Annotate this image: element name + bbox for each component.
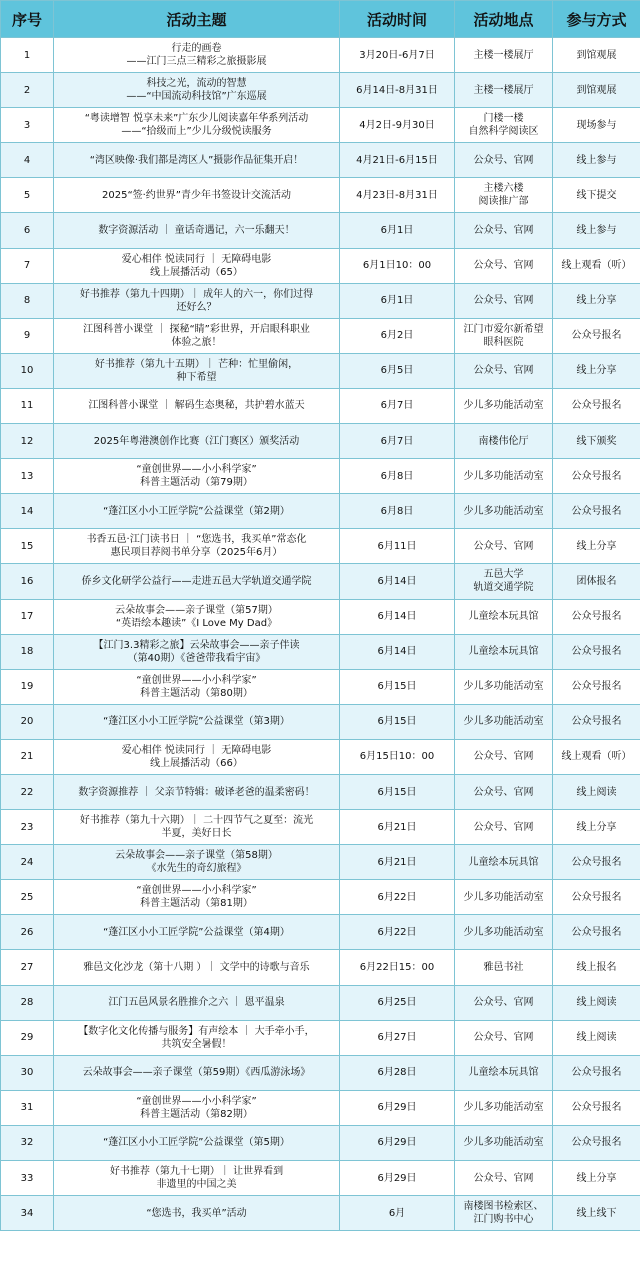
table-row <box>1 634 640 669</box>
cell-number: 27 <box>1 950 54 985</box>
cell-number: 23 <box>1 810 54 845</box>
cell-time: 6月29日 <box>340 1161 455 1196</box>
cell-method: 线上阅读 <box>553 1020 640 1055</box>
table-row <box>1 564 640 599</box>
cell-topic: 爱心相伴 悦读同行 ｜ 无障碍电影 线上展播活动（65） <box>54 248 340 283</box>
table-row <box>1 494 640 529</box>
cell-topic: “童创世界——小小科学家” 科普主题活动（第79期） <box>54 459 340 494</box>
cell-time: 6月22日 <box>340 880 455 915</box>
cell-method: 线上分享 <box>553 529 640 564</box>
table-row <box>1 388 640 423</box>
cell-number: 14 <box>1 494 54 529</box>
cell-topic: 好书推荐（第九十六期）｜ 二十四节气之夏至：流光 半夏，美好日长 <box>54 810 340 845</box>
cell-topic: 侨乡文化研学公益行——走进五邑大学轨道交通学院 <box>54 564 340 599</box>
cell-topic: 行走的画卷 ——江门三点三精彩之旅摄影展 <box>54 38 340 73</box>
cell-number: 29 <box>1 1020 54 1055</box>
cell-place: 儿童绘本玩具馆 <box>455 599 553 634</box>
cell-method: 线上阅读 <box>553 985 640 1020</box>
table-row <box>1 774 640 809</box>
cell-topic: 江图科普小课堂 ｜ 探秘“睛”彩世界，开启眼科职业 体验之旅！ <box>54 318 340 353</box>
table-body <box>1 38 640 1231</box>
cell-topic: 【江门3.3精彩之旅】云朵故事会——亲子伴读 （第40期）《爸爸带我看宇宙》 <box>54 634 340 669</box>
cell-number: 31 <box>1 1090 54 1125</box>
cell-topic: 江门五邑风景名胜推介之六 ｜ 恩平温泉 <box>54 985 340 1020</box>
cell-place: 主楼一楼展厅 <box>455 73 553 108</box>
cell-method: 现场参与 <box>553 108 640 143</box>
cell-time: 3月20日-6月7日 <box>340 38 455 73</box>
cell-topic: 好书推荐（第九十七期）｜ 让世界看到 非遗里的中国之美 <box>54 1161 340 1196</box>
cell-place: 门楼一楼 自然科学阅读区 <box>455 108 553 143</box>
cell-number: 8 <box>1 283 54 318</box>
cell-time: 6月11日 <box>340 529 455 564</box>
cell-number: 6 <box>1 213 54 248</box>
cell-place: 公众号、官网 <box>455 529 553 564</box>
cell-number: 3 <box>1 108 54 143</box>
cell-time: 6月29日 <box>340 1090 455 1125</box>
cell-method: 公众号报名 <box>553 669 640 704</box>
table-row <box>1 143 640 178</box>
cell-number: 26 <box>1 915 54 950</box>
cell-place: 五邑大学 轨道交通学院 <box>455 564 553 599</box>
cell-topic: 雅邑文化沙龙（第十八期 ）｜ 文学中的诗歌与音乐 <box>54 950 340 985</box>
cell-method: 线上参与 <box>553 213 640 248</box>
cell-place: 少儿多功能活动室 <box>455 669 553 704</box>
cell-place: 公众号、官网 <box>455 283 553 318</box>
cell-number: 1 <box>1 38 54 73</box>
cell-place: 公众号、官网 <box>455 213 553 248</box>
cell-method: 公众号报名 <box>553 1125 640 1160</box>
cell-method: 线上分享 <box>553 353 640 388</box>
cell-time: 4月2日-9月30日 <box>340 108 455 143</box>
cell-topic: 2025“签·约世界”青少年书签设计交流活动 <box>54 178 340 213</box>
cell-time: 6月28日 <box>340 1055 455 1090</box>
table-row <box>1 283 640 318</box>
cell-time: 6月22日15：00 <box>340 950 455 985</box>
cell-topic: “蓬江区小小工匠学院”公益课堂（第3期） <box>54 704 340 739</box>
cell-time: 6月21日 <box>340 810 455 845</box>
table-row <box>1 1055 640 1090</box>
cell-method: 公众号报名 <box>553 704 640 739</box>
cell-number: 34 <box>1 1196 54 1231</box>
header-number: 序号 <box>1 1 54 38</box>
cell-topic: “童创世界——小小科学家” 科普主题活动（第80期） <box>54 669 340 704</box>
cell-time: 6月8日 <box>340 459 455 494</box>
cell-place: 少儿多功能活动室 <box>455 1125 553 1160</box>
cell-number: 12 <box>1 424 54 459</box>
cell-topic: 【数字化文化传播与服务】有声绘本 ｜ 大手牵小手， 共筑安全暑假！ <box>54 1020 340 1055</box>
cell-method: 公众号报名 <box>553 599 640 634</box>
cell-number: 30 <box>1 1055 54 1090</box>
cell-number: 32 <box>1 1125 54 1160</box>
cell-topic: “蓬江区小小工匠学院”公益课堂（第2期） <box>54 494 340 529</box>
cell-number: 5 <box>1 178 54 213</box>
cell-method: 团体报名 <box>553 564 640 599</box>
cell-topic: 好书推荐（第九十四期）｜ 成年人的六一，你们过得 还好么？ <box>54 283 340 318</box>
cell-place: 公众号、官网 <box>455 248 553 283</box>
cell-number: 28 <box>1 985 54 1020</box>
cell-number: 2 <box>1 73 54 108</box>
cell-time: 6月15日 <box>340 704 455 739</box>
cell-number: 13 <box>1 459 54 494</box>
cell-method: 公众号报名 <box>553 634 640 669</box>
cell-place: 公众号、官网 <box>455 739 553 774</box>
cell-place: 儿童绘本玩具馆 <box>455 1055 553 1090</box>
cell-method: 线上线下 <box>553 1196 640 1231</box>
cell-place: 少儿多功能活动室 <box>455 915 553 950</box>
cell-time: 6月8日 <box>340 494 455 529</box>
table-row <box>1 1196 640 1231</box>
cell-method: 线上观看（听） <box>553 248 640 283</box>
cell-method: 公众号报名 <box>553 1055 640 1090</box>
cell-time: 6月5日 <box>340 353 455 388</box>
cell-method: 公众号报名 <box>553 1090 640 1125</box>
cell-method: 线上参与 <box>553 143 640 178</box>
cell-place: 雅邑书社 <box>455 950 553 985</box>
table-row <box>1 669 640 704</box>
cell-time: 6月1日 <box>340 283 455 318</box>
cell-time: 6月22日 <box>340 915 455 950</box>
cell-time: 4月23日-8月31日 <box>340 178 455 213</box>
cell-place: 少儿多功能活动室 <box>455 704 553 739</box>
cell-topic: 云朵故事会——亲子课堂（第59期）《西瓜游泳场》 <box>54 1055 340 1090</box>
cell-topic: 2025年粤港澳创作比赛（江门赛区）颁奖活动 <box>54 424 340 459</box>
table-row <box>1 459 640 494</box>
table-row <box>1 424 640 459</box>
cell-method: 公众号报名 <box>553 459 640 494</box>
cell-method: 线上分享 <box>553 283 640 318</box>
header-row <box>1 1 640 38</box>
cell-number: 24 <box>1 845 54 880</box>
cell-time: 6月27日 <box>340 1020 455 1055</box>
cell-topic: 江图科普小课堂 ｜ 解码生态奥秘，共护碧水蓝天 <box>54 388 340 423</box>
cell-topic: “粤读增智 悦享未来”广东少儿阅读嘉年华系列活动 ——“拾级而上”少儿分级悦读服务 <box>54 108 340 143</box>
table-row <box>1 529 640 564</box>
table-row <box>1 1161 640 1196</box>
cell-place: 南楼伟伦厅 <box>455 424 553 459</box>
cell-place: 儿童绘本玩具馆 <box>455 634 553 669</box>
cell-time: 6月29日 <box>340 1125 455 1160</box>
cell-method: 到馆观展 <box>553 73 640 108</box>
cell-number: 20 <box>1 704 54 739</box>
cell-number: 7 <box>1 248 54 283</box>
cell-time: 6月1日10：00 <box>340 248 455 283</box>
cell-topic: 云朵故事会——亲子课堂（第58期） 《水先生的奇幻旅程》 <box>54 845 340 880</box>
table-row <box>1 318 640 353</box>
table-row <box>1 178 640 213</box>
cell-place: 公众号、官网 <box>455 810 553 845</box>
cell-number: 18 <box>1 634 54 669</box>
cell-topic: “蓬江区小小工匠学院”公益课堂（第5期） <box>54 1125 340 1160</box>
table-row <box>1 248 640 283</box>
cell-place: 主楼一楼展厅 <box>455 38 553 73</box>
table-row <box>1 915 640 950</box>
cell-topic: 好书推荐（第九十五期）｜ 芒种：忙里偷闲， 种下希望 <box>54 353 340 388</box>
cell-method: 线上阅读 <box>553 774 640 809</box>
cell-number: 25 <box>1 880 54 915</box>
cell-topic: 云朵故事会——亲子课堂（第57期） “英语绘本趣读”《I Love My Dad》 <box>54 599 340 634</box>
cell-time: 6月15日 <box>340 774 455 809</box>
cell-time: 6月21日 <box>340 845 455 880</box>
table-row <box>1 108 640 143</box>
cell-place: 少儿多功能活动室 <box>455 880 553 915</box>
cell-place: 公众号、官网 <box>455 1020 553 1055</box>
cell-number: 19 <box>1 669 54 704</box>
header-time: 活动时间 <box>340 1 455 38</box>
cell-number: 11 <box>1 388 54 423</box>
cell-topic: 数字资源推荐 ｜ 父亲节特辑：破译老爸的温柔密码！ <box>54 774 340 809</box>
cell-place: 公众号、官网 <box>455 1161 553 1196</box>
cell-time: 6月1日 <box>340 213 455 248</box>
table-row <box>1 845 640 880</box>
cell-time: 4月21日-6月15日 <box>340 143 455 178</box>
cell-time: 6月15日 <box>340 669 455 704</box>
cell-time: 6月14日 <box>340 634 455 669</box>
table-row <box>1 880 640 915</box>
cell-topic: “蓬江区小小工匠学院”公益课堂（第4期） <box>54 915 340 950</box>
cell-time: 6月7日 <box>340 388 455 423</box>
cell-method: 线下提交 <box>553 178 640 213</box>
cell-method: 公众号报名 <box>553 915 640 950</box>
cell-place: 少儿多功能活动室 <box>455 459 553 494</box>
table-row <box>1 73 640 108</box>
cell-number: 16 <box>1 564 54 599</box>
cell-time: 6月2日 <box>340 318 455 353</box>
table-row <box>1 739 640 774</box>
cell-method: 到馆观展 <box>553 38 640 73</box>
cell-place: 少儿多功能活动室 <box>455 494 553 529</box>
table-row <box>1 38 640 73</box>
cell-number: 4 <box>1 143 54 178</box>
cell-place: 主楼六楼 阅读推广部 <box>455 178 553 213</box>
cell-time: 6月 <box>340 1196 455 1231</box>
cell-topic: 科技之光，流动的智慧 ——“中国流动科技馆”广东巡展 <box>54 73 340 108</box>
cell-method: 线上报名 <box>553 950 640 985</box>
cell-time: 6月15日10：00 <box>340 739 455 774</box>
table-row <box>1 1125 640 1160</box>
cell-number: 15 <box>1 529 54 564</box>
cell-number: 22 <box>1 774 54 809</box>
cell-method: 公众号报名 <box>553 845 640 880</box>
cell-place: 少儿多功能活动室 <box>455 388 553 423</box>
table-row <box>1 950 640 985</box>
table-row <box>1 599 640 634</box>
table-row <box>1 810 640 845</box>
table-row <box>1 1090 640 1125</box>
cell-method: 线上分享 <box>553 810 640 845</box>
header-topic: 活动主题 <box>54 1 340 38</box>
cell-number: 10 <box>1 353 54 388</box>
cell-place: 儿童绘本玩具馆 <box>455 845 553 880</box>
cell-topic: “童创世界——小小科学家” 科普主题活动（第81期） <box>54 880 340 915</box>
table-row <box>1 1020 640 1055</box>
cell-place: 少儿多功能活动室 <box>455 1090 553 1125</box>
cell-method: 线上观看（听） <box>553 739 640 774</box>
cell-method: 线上分享 <box>553 1161 640 1196</box>
cell-method: 公众号报名 <box>553 318 640 353</box>
cell-method: 公众号报名 <box>553 880 640 915</box>
cell-number: 21 <box>1 739 54 774</box>
table-row <box>1 704 640 739</box>
cell-time: 6月7日 <box>340 424 455 459</box>
cell-place: 江门市爱尔新希望 眼科医院 <box>455 318 553 353</box>
cell-method: 公众号报名 <box>553 494 640 529</box>
cell-place: 公众号、官网 <box>455 353 553 388</box>
cell-time: 6月14日 <box>340 599 455 634</box>
cell-method: 线下颁奖 <box>553 424 640 459</box>
header-place: 活动地点 <box>455 1 553 38</box>
table-row <box>1 213 640 248</box>
header-method: 参与方式 <box>553 1 640 38</box>
cell-place: 南楼图书检索区、 江门购书中心 <box>455 1196 553 1231</box>
cell-place: 公众号、官网 <box>455 985 553 1020</box>
cell-number: 9 <box>1 318 54 353</box>
table-row <box>1 353 640 388</box>
cell-time: 6月14日-8月31日 <box>340 73 455 108</box>
cell-place: 公众号、官网 <box>455 143 553 178</box>
cell-time: 6月25日 <box>340 985 455 1020</box>
cell-topic: “您选书，我买单”活动 <box>54 1196 340 1231</box>
cell-time: 6月14日 <box>340 564 455 599</box>
cell-topic: “童创世界——小小科学家” 科普主题活动（第82期） <box>54 1090 340 1125</box>
cell-topic: 书香五邑·江门读书日 ｜ “您选书，我买单”常态化 惠民项目荐阅书单分享（2025年6月） <box>54 529 340 564</box>
cell-topic: 数字资源活动 ｜ 童话奇遇记，六一乐翻天！ <box>54 213 340 248</box>
cell-topic: “湾区映像·我们都是湾区人”摄影作品征集开启！ <box>54 143 340 178</box>
table-row <box>1 985 640 1020</box>
cell-topic: 爱心相伴 悦读同行 ｜ 无障碍电影 线上展播活动（66） <box>54 739 340 774</box>
cell-number: 17 <box>1 599 54 634</box>
cell-method: 公众号报名 <box>553 388 640 423</box>
cell-number: 33 <box>1 1161 54 1196</box>
cell-place: 公众号、官网 <box>455 774 553 809</box>
